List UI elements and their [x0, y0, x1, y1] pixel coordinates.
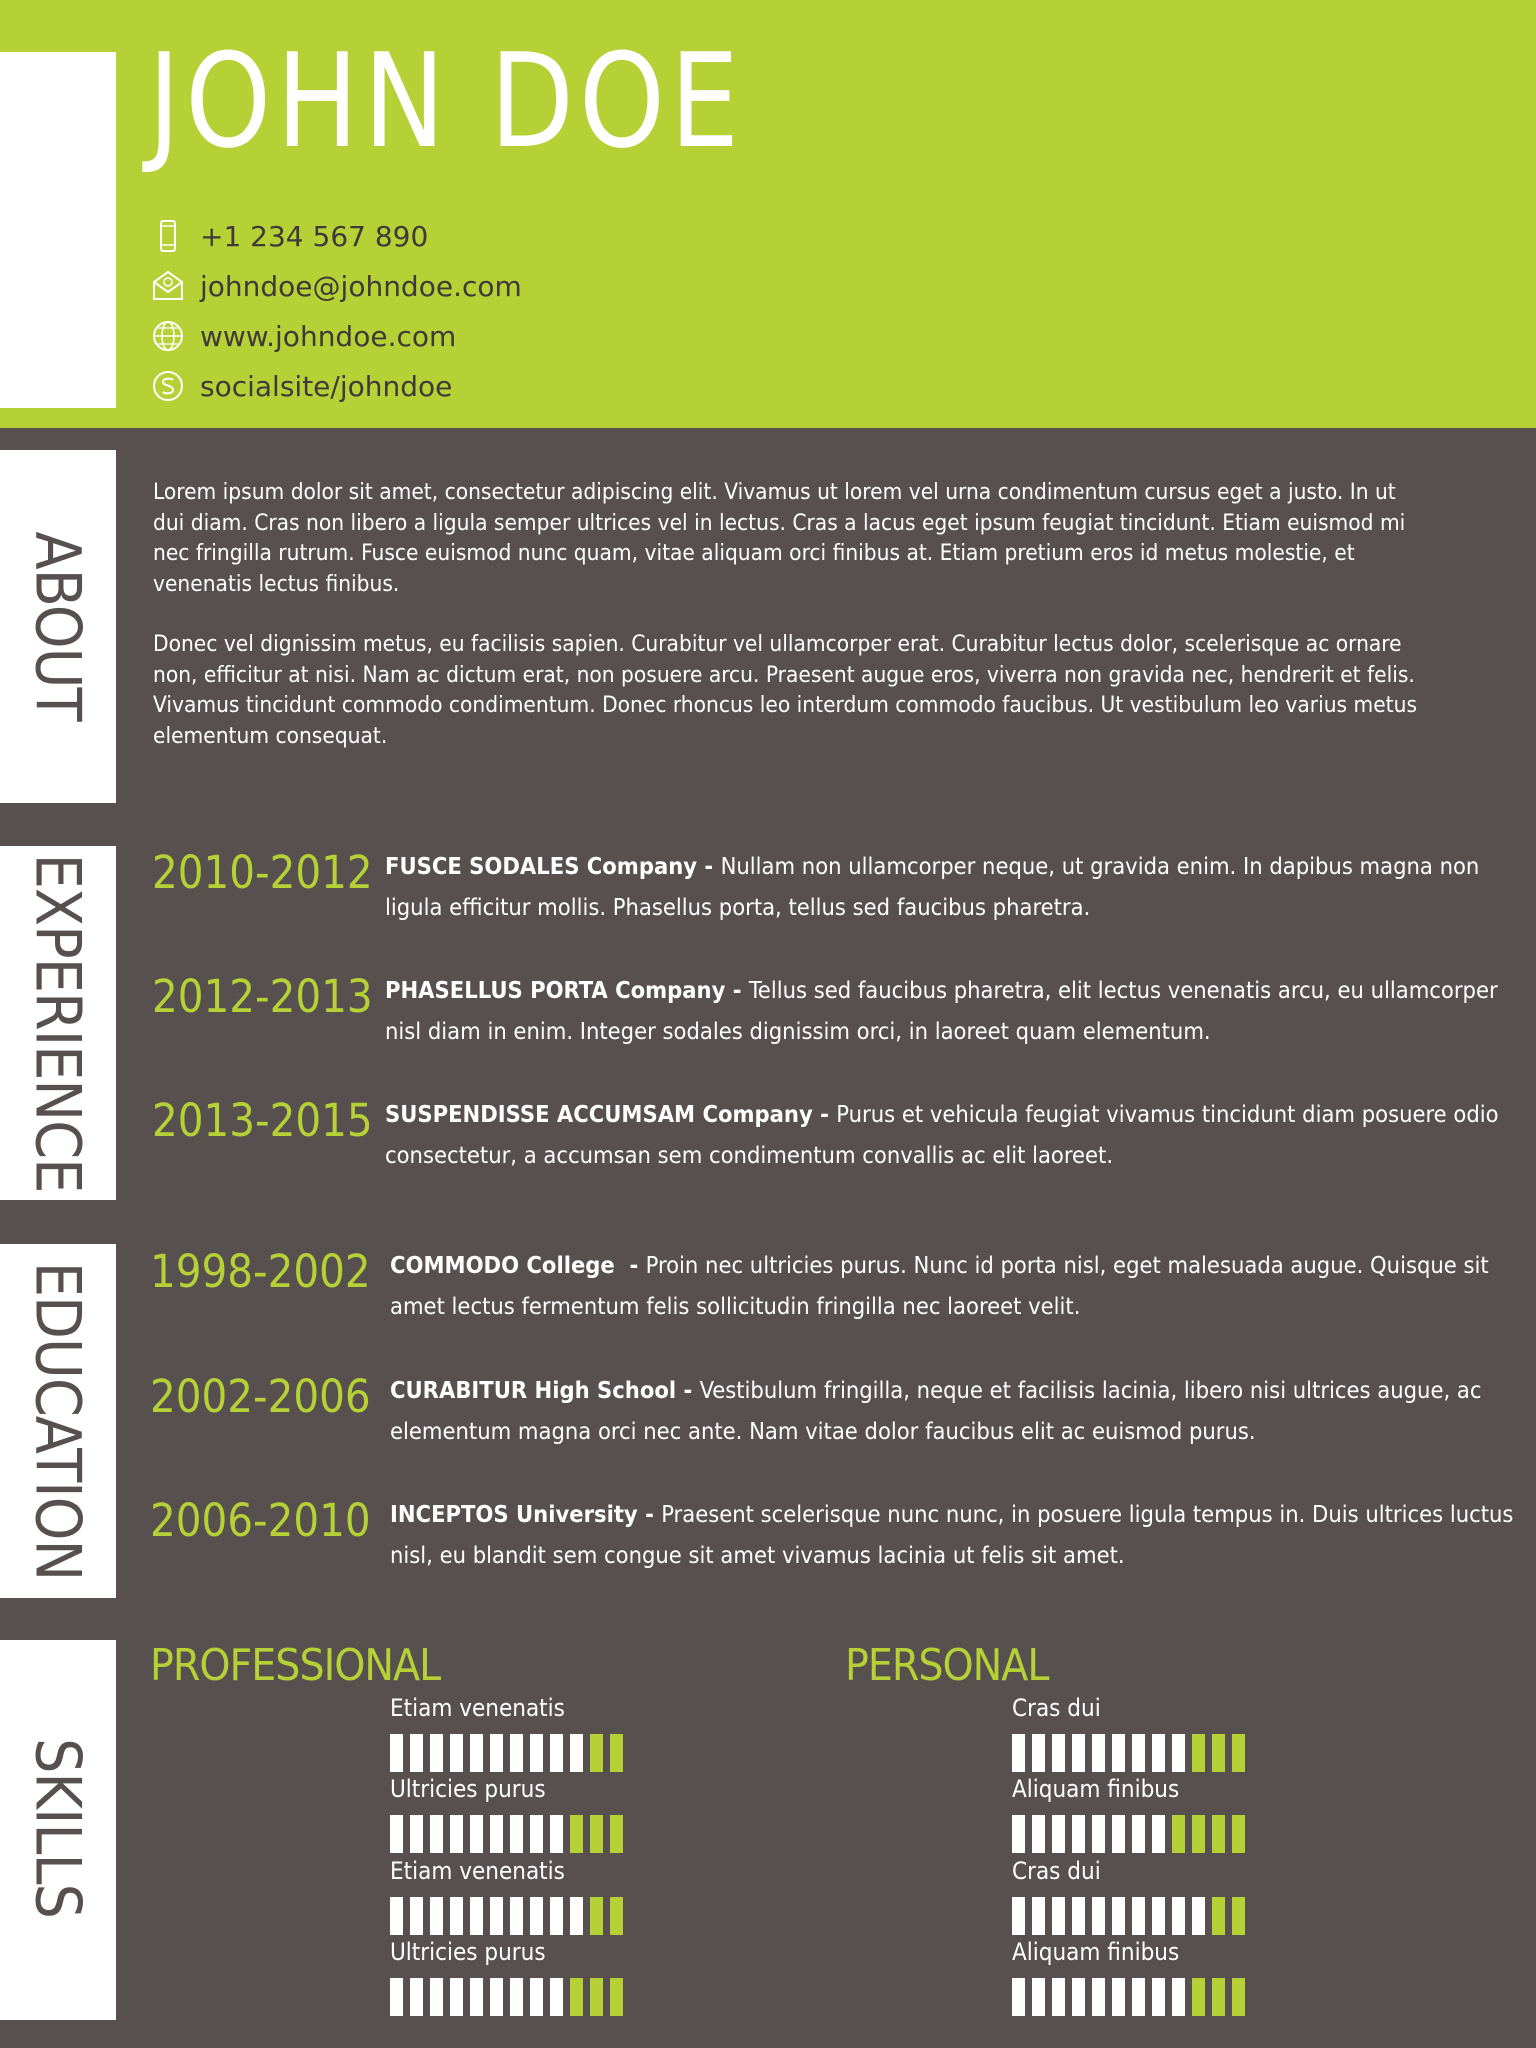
skill-segment [530, 1897, 543, 1935]
education-description [390, 1370, 1530, 1452]
contact-email[interactable] [150, 268, 522, 304]
education-years: 1998-2002 [150, 1245, 371, 1298]
skill-segment [610, 1897, 623, 1935]
skill-segment [1192, 1815, 1205, 1853]
phone-text: +1 234 567 890 [200, 219, 429, 253]
skill-segment [1092, 1734, 1105, 1772]
school-name: CURABITUR High School [390, 1376, 677, 1404]
experience-text: Nullam non ullamcorper neque, ut gravida enim. In dapibus magna non ligula efficitur mollis. Phasellus porta, tellus sed faucibus pharetra. [385, 852, 1480, 921]
skill-bar [1012, 1897, 1332, 1935]
skill-segment [450, 1897, 463, 1935]
email-text: johndoe@johndoe.com [200, 269, 522, 303]
skill-segment [1232, 1734, 1245, 1772]
separator: - [614, 1251, 646, 1279]
education-text: Praesent scelerisque nunc nunc, in posuere ligula tempus in. Duis ultrices luctus nisl, eu blandit sem congue sit amet vivamus lacinia ut felis sit amet. [390, 1500, 1514, 1569]
education-tab [0, 1244, 116, 1598]
skill-segment [1192, 1734, 1205, 1772]
skill-segment [1132, 1815, 1145, 1853]
experience-description [385, 970, 1525, 1052]
contact-website[interactable] [150, 318, 456, 354]
skills-tab [0, 1640, 116, 2020]
skill-segment [510, 1978, 523, 2016]
skill-rating [390, 1694, 710, 1772]
skill-segment [470, 1897, 483, 1935]
skill-segment [530, 1978, 543, 2016]
separator: - [812, 1100, 837, 1128]
contact-social[interactable] [150, 368, 452, 404]
skill-segment [410, 1734, 423, 1772]
experience-years: 2013-2015 [152, 1094, 373, 1147]
social-text: socialsite/johndoe [200, 369, 453, 403]
school-name: COMMODO College [390, 1251, 615, 1279]
skill-label: Etiam venenatis [390, 1694, 565, 1722]
skill-segment [1112, 1978, 1125, 2016]
skill-segment [1092, 1978, 1105, 2016]
contact-phone[interactable] [150, 218, 428, 254]
education-description [390, 1245, 1530, 1327]
skill-label: Ultricies purus [390, 1775, 546, 1803]
skill-segment [490, 1815, 503, 1853]
skill-segment [1052, 1897, 1065, 1935]
skill-segment [1072, 1978, 1085, 2016]
skill-segment [1012, 1978, 1025, 2016]
about-section-label: ABOUT [21, 531, 95, 721]
skill-segment [1152, 1815, 1165, 1853]
skill-segment [410, 1815, 423, 1853]
skill-segment [410, 1978, 423, 2016]
skill-segment [590, 1978, 603, 2016]
skill-segment [390, 1978, 403, 2016]
skill-segment [450, 1978, 463, 2016]
skill-segment [1072, 1815, 1085, 1853]
company-name: FUSCE SODALES Company [385, 852, 698, 880]
skill-rating [390, 1857, 710, 1935]
skill-segment [1212, 1815, 1225, 1853]
skill-segment [610, 1978, 623, 2016]
skill-segment [1112, 1734, 1125, 1772]
skill-segment [1072, 1734, 1085, 1772]
skill-segment [470, 1978, 483, 2016]
skill-segment [510, 1897, 523, 1935]
skill-segment [590, 1815, 603, 1853]
skill-segment [1212, 1734, 1225, 1772]
skill-bar [1012, 1815, 1332, 1853]
separator: - [676, 1376, 700, 1404]
skill-label: Cras dui [1012, 1694, 1101, 1722]
globe-icon [150, 318, 186, 354]
skill-segment [390, 1897, 403, 1935]
skill-segment [550, 1815, 563, 1853]
skill-segment [1212, 1978, 1225, 2016]
skill-segment [610, 1734, 623, 1772]
skill-segment [1192, 1897, 1205, 1935]
skill-segment [1112, 1815, 1125, 1853]
school-name: INCEPTOS University [390, 1500, 638, 1528]
skill-segment [1132, 1734, 1145, 1772]
skill-segment [1012, 1734, 1025, 1772]
education-years: 2006-2010 [150, 1494, 371, 1547]
skill-segment [1152, 1978, 1165, 2016]
separator: - [725, 976, 749, 1004]
skill-segment [1112, 1897, 1125, 1935]
skill-segment [1132, 1978, 1145, 2016]
skill-segment [1092, 1897, 1105, 1935]
experience-description [385, 846, 1525, 928]
experience-tab [0, 846, 116, 1200]
experience-years: 2012-2013 [152, 970, 373, 1023]
education-description [390, 1494, 1530, 1576]
skill-bar [1012, 1734, 1332, 1772]
skill-bar [390, 1978, 710, 2016]
phone-icon [150, 218, 186, 254]
separator: - [697, 852, 721, 880]
skill-rating [1012, 1775, 1332, 1853]
skill-rating [1012, 1857, 1332, 1935]
skill-label: Cras dui [1012, 1857, 1101, 1885]
skill-segment [590, 1897, 603, 1935]
skill-rating [1012, 1938, 1332, 2016]
skill-segment [1172, 1815, 1185, 1853]
skill-segment [430, 1815, 443, 1853]
social-icon [150, 368, 186, 404]
skill-segment [1172, 1734, 1185, 1772]
education-text: Vestibulum fringilla, neque et facilisis lacinia, libero nisi ultrices augue, ac elementum magna orci nec ante. Nam vitae dolor faucibus elit ac euismod purus. [390, 1376, 1482, 1445]
skill-segment [510, 1734, 523, 1772]
about-paragraph: Donec vel dignissim metus, eu facilisis sapien. Curabitur vel ullamcorper erat. Curabitur lectus dolor, scelerisque ac ornare non, efficitur at nisi. Nam ac dictum erat, non posuere arcu. Praesent augue eros, viverra non gravida nec, hendrerit et felis. Vivamus tincidunt commodo condimentum. Donec rhoncus leo interdum commodo faucibus. Ut vestibulum leo varius metus elementum consequat. [153, 631, 1417, 749]
skill-segment [470, 1734, 483, 1772]
page-title: JOHN DOE [148, 25, 745, 177]
skill-segment [530, 1815, 543, 1853]
skill-bar [390, 1815, 710, 1853]
skill-label: Ultricies purus [390, 1938, 546, 1966]
header-tab [0, 52, 116, 408]
skill-segment [1032, 1815, 1045, 1853]
skill-bar [390, 1897, 710, 1935]
skill-segment [1052, 1978, 1065, 2016]
company-name: PHASELLUS PORTA Company [385, 976, 726, 1004]
skill-segment [470, 1815, 483, 1853]
skill-label: Aliquam finibus [1012, 1938, 1180, 1966]
skill-segment [550, 1978, 563, 2016]
skill-segment [430, 1978, 443, 2016]
skill-segment [1172, 1897, 1185, 1935]
skill-segment [550, 1734, 563, 1772]
skill-segment [570, 1815, 583, 1853]
skill-segment [430, 1734, 443, 1772]
skill-segment [490, 1734, 503, 1772]
skill-segment [1012, 1897, 1025, 1935]
skill-rating [390, 1938, 710, 2016]
about-text [153, 477, 1433, 781]
experience-section-label: EXPERIENCE [21, 853, 95, 1193]
education-years: 2002-2006 [150, 1370, 371, 1423]
education-section-label: EDUCATION [21, 1261, 95, 1581]
skill-rating [1012, 1694, 1332, 1772]
skill-segment [550, 1897, 563, 1935]
skill-segment [1032, 1734, 1045, 1772]
skill-rating [390, 1775, 710, 1853]
skill-segment [1232, 1897, 1245, 1935]
skill-segment [490, 1978, 503, 2016]
skill-segment [1092, 1815, 1105, 1853]
skill-segment [450, 1734, 463, 1772]
skill-segment [1232, 1978, 1245, 2016]
skill-segment [1152, 1734, 1165, 1772]
skill-segment [570, 1978, 583, 2016]
skill-segment [1072, 1897, 1085, 1935]
skills-section-label: SKILLS [21, 1738, 95, 1918]
education-text: Proin nec ultricies purus. Nunc id porta nisl, eget malesuada augue. Quisque sit amet lectus fermentum felis sollicitudin fringilla nec laoreet velit. [390, 1251, 1489, 1320]
skill-segment [1232, 1815, 1245, 1853]
skill-segment [410, 1897, 423, 1935]
separator: - [637, 1500, 662, 1528]
company-name: SUSPENDISSE ACCUMSAM Company [385, 1100, 813, 1128]
skill-segment [590, 1734, 603, 1772]
skill-segment [1192, 1978, 1205, 2016]
about-paragraph: Lorem ipsum dolor sit amet, consectetur adipiscing elit. Vivamus ut lorem vel urna condimentum cursus eget a justo. In ut dui diam. Cras non libero a ligula semper ultrices vel in lectus. Cras a lacus eget ipsum feugiat tincidunt. Etiam euismod mi nec fringilla rutrum. Fusce euismod nunc quam, vitae aliquam orci finibus at. Etiam pretium eros id metus molestie, et venenatis lectus finibus. [153, 479, 1406, 597]
skill-segment [610, 1815, 623, 1853]
skill-segment [1212, 1897, 1225, 1935]
skill-segment [430, 1897, 443, 1935]
experience-years: 2010-2012 [152, 846, 373, 899]
skill-segment [570, 1734, 583, 1772]
skill-segment [1012, 1815, 1025, 1853]
skill-segment [570, 1897, 583, 1935]
personal-skills-title: PERSONAL [845, 1640, 1049, 1691]
skill-segment [1032, 1897, 1045, 1935]
experience-text: Purus et vehicula feugiat vivamus tincidunt diam posuere odio consectetur, a accumsan sem condimentum convallis ac elit laoreet. [385, 1100, 1499, 1169]
skill-segment [530, 1734, 543, 1772]
skill-segment [490, 1897, 503, 1935]
skill-segment [1172, 1978, 1185, 2016]
skill-segment [390, 1734, 403, 1772]
skill-segment [1132, 1897, 1145, 1935]
skill-segment [510, 1815, 523, 1853]
skill-label: Etiam venenatis [390, 1857, 565, 1885]
website-text: www.johndoe.com [200, 319, 457, 353]
skill-label: Aliquam finibus [1012, 1775, 1180, 1803]
skill-segment [390, 1815, 403, 1853]
skill-bar [390, 1734, 710, 1772]
skill-segment [1052, 1815, 1065, 1853]
skill-segment [1032, 1978, 1045, 2016]
professional-skills-title: PROFESSIONAL [150, 1640, 441, 1691]
skill-segment [1052, 1734, 1065, 1772]
experience-text: Tellus sed faucibus pharetra, elit lectus venenatis arcu, eu ullamcorper nisl diam in enim. Integer sodales dignissim orci, in laoreet quam elementum. [385, 976, 1498, 1045]
email-icon [150, 268, 186, 304]
about-tab [0, 450, 116, 803]
experience-description [385, 1094, 1525, 1176]
skill-segment [1152, 1897, 1165, 1935]
skill-segment [450, 1815, 463, 1853]
skill-bar [1012, 1978, 1332, 2016]
